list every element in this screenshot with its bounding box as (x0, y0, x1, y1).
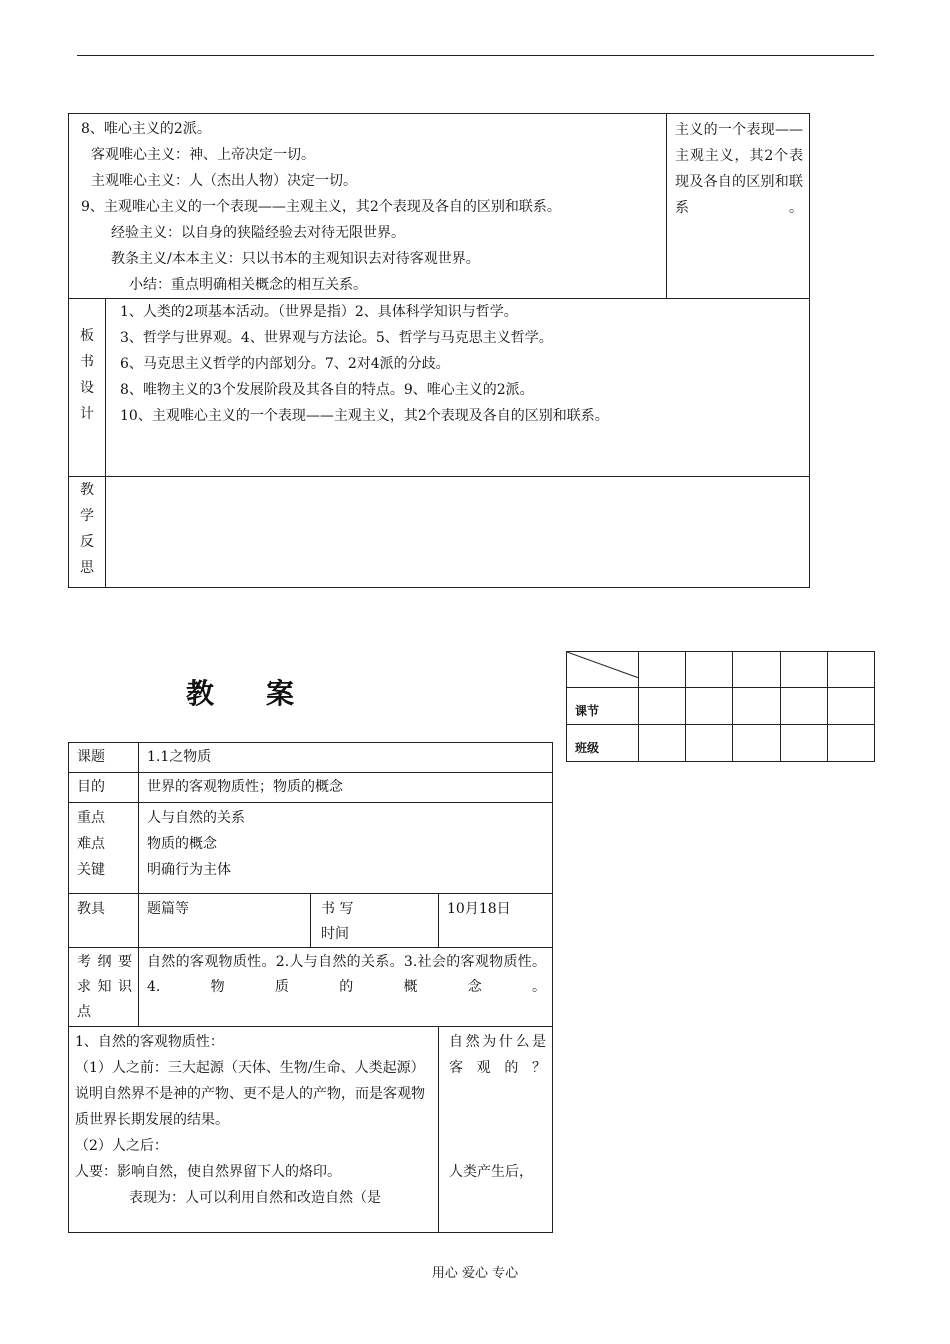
procedure-line: 经验主义：以自身的狭隘经验去对待无限世界。 (111, 225, 405, 241)
body-line: 表现为：人可以利用自然和改造自然（是 (129, 1190, 381, 1206)
schedule-cell (639, 652, 686, 688)
schedule-cell (686, 652, 733, 688)
title-char: 案 (266, 677, 295, 710)
goal-label: 目的 (69, 773, 139, 803)
procedure-line: 8、唯心主义的2派。 (81, 121, 211, 137)
body-line: 人要：影响自然，使自然界留下人的烙印。 (75, 1164, 341, 1180)
board-label-char: 板 (80, 328, 94, 344)
lesson-period-label: 课节 (567, 688, 639, 725)
page-footer: 用心 爱心 专心 (431, 1266, 519, 1281)
lesson-body-cell (69, 1027, 439, 1233)
board-line: 1、人类的2项基本活动。（世界是指）2、具体科学知识与哲学。 (120, 304, 518, 320)
side-question: 自然为什么是客观的？ (449, 1034, 547, 1076)
schedule-cell (780, 725, 827, 762)
board-label-cell (69, 299, 106, 477)
schedule-cell (733, 688, 780, 725)
schedule-cell (686, 688, 733, 725)
write-time-label-cell (311, 894, 439, 948)
body-line: 1、自然的客观物质性： (75, 1034, 224, 1050)
procedure-cell (69, 114, 667, 299)
board-line: 6、马克思主义哲学的内部划分。7、2对4派的分歧。 (120, 356, 450, 372)
reflection-label-char: 教 (80, 482, 94, 498)
reflection-label-char: 思 (80, 560, 94, 576)
reflection-content-cell (106, 477, 810, 588)
class-label: 班级 (567, 725, 639, 762)
write-time-value: 10月18日 (439, 894, 553, 948)
procedure-line: 9、主观唯心主义的一个表现——主观主义，其2个表现及各自的区别和联系。 (81, 199, 561, 215)
schedule-cell (639, 725, 686, 762)
board-content-cell (106, 299, 810, 477)
schedule-cell (827, 688, 874, 725)
procedure-line: 小结：重点明确相关概念的相互关系。 (129, 277, 367, 293)
reflection-label-char: 学 (80, 508, 94, 524)
topic-label: 课题 (69, 743, 139, 773)
exam-points: 自然的客观物质性。2.人与自然的关系。3.社会的客观物质性。4.物质的概念。 (147, 954, 547, 995)
key-value: 人与自然的关系 (147, 810, 245, 826)
reflection-label-char: 反 (80, 534, 94, 550)
procedure-line: 主观唯心主义：人（杰出人物）决定一切。 (91, 173, 357, 189)
schedule-cell (639, 688, 686, 725)
board-label-char: 书 (80, 354, 94, 370)
key-value: 物质的概念 (147, 836, 217, 852)
page-title (186, 672, 294, 712)
diagonal-line (567, 652, 639, 687)
top-lesson-table (68, 113, 810, 588)
side-note: 主义的一个表现——主观主义，其2个表现及各自的区别和联系。 (675, 122, 804, 216)
diagonal-header-cell (567, 652, 639, 688)
exam-label: 考纲要求知识点 (77, 954, 132, 1020)
schedule-grid (566, 651, 875, 762)
key-labels-cell (69, 803, 139, 894)
topic-value: 1.1之物质 (139, 743, 553, 773)
title-char: 教 (186, 677, 215, 710)
key-label: 重点 (77, 810, 105, 826)
goal-value: 世界的客观物质性；物质的概念 (139, 773, 553, 803)
board-label-char: 设 (80, 380, 94, 396)
body-line: （2）人之后： (75, 1138, 168, 1154)
board-line: 10、主观唯心主义的一个表现——主观主义，其2个表现及各自的区别和联系。 (120, 408, 609, 424)
side-note-cell (667, 114, 810, 299)
exam-points-cell (139, 948, 553, 1027)
key-value: 明确行为主体 (147, 862, 231, 878)
reflection-label-cell (69, 477, 106, 588)
side-note-line: 人类产生后， (449, 1164, 533, 1180)
schedule-cell (686, 725, 733, 762)
tools-value: 题篇等 (139, 894, 311, 948)
schedule-cell (780, 688, 827, 725)
board-label-char: 计 (80, 406, 94, 422)
write-time-label: 书 写 时间 (321, 901, 354, 942)
procedure-line: 客观唯心主义：神、上帝决定一切。 (91, 147, 315, 163)
procedure-line: 教条主义/本本主义：只以书本的主观知识去对待客观世界。 (111, 251, 480, 267)
exam-label-cell (69, 948, 139, 1027)
schedule-cell (827, 725, 874, 762)
tools-label: 教具 (69, 894, 139, 948)
lesson-side-cell (439, 1027, 553, 1233)
header-rule (77, 55, 874, 56)
schedule-cell (827, 652, 874, 688)
schedule-cell (780, 652, 827, 688)
key-label: 难点 (77, 836, 105, 852)
key-label: 关键 (77, 862, 105, 878)
body-line: （1）人之前：三大起源（天体、生物/生命、人类起源）说明自然界不是神的产物、更不是人的产物，而是客观物质世界长期发展的结果。 (75, 1060, 425, 1128)
schedule-cell (733, 652, 780, 688)
board-line: 3、哲学与世界观。4、世界观与方法论。5、哲学与马克思主义哲学。 (120, 330, 553, 346)
lesson-plan-table (68, 742, 553, 1233)
schedule-cell (733, 725, 780, 762)
key-values-cell (139, 803, 553, 894)
board-line: 8、唯物主义的3个发展阶段及其各自的特点。9、唯心主义的2派。 (120, 382, 534, 398)
